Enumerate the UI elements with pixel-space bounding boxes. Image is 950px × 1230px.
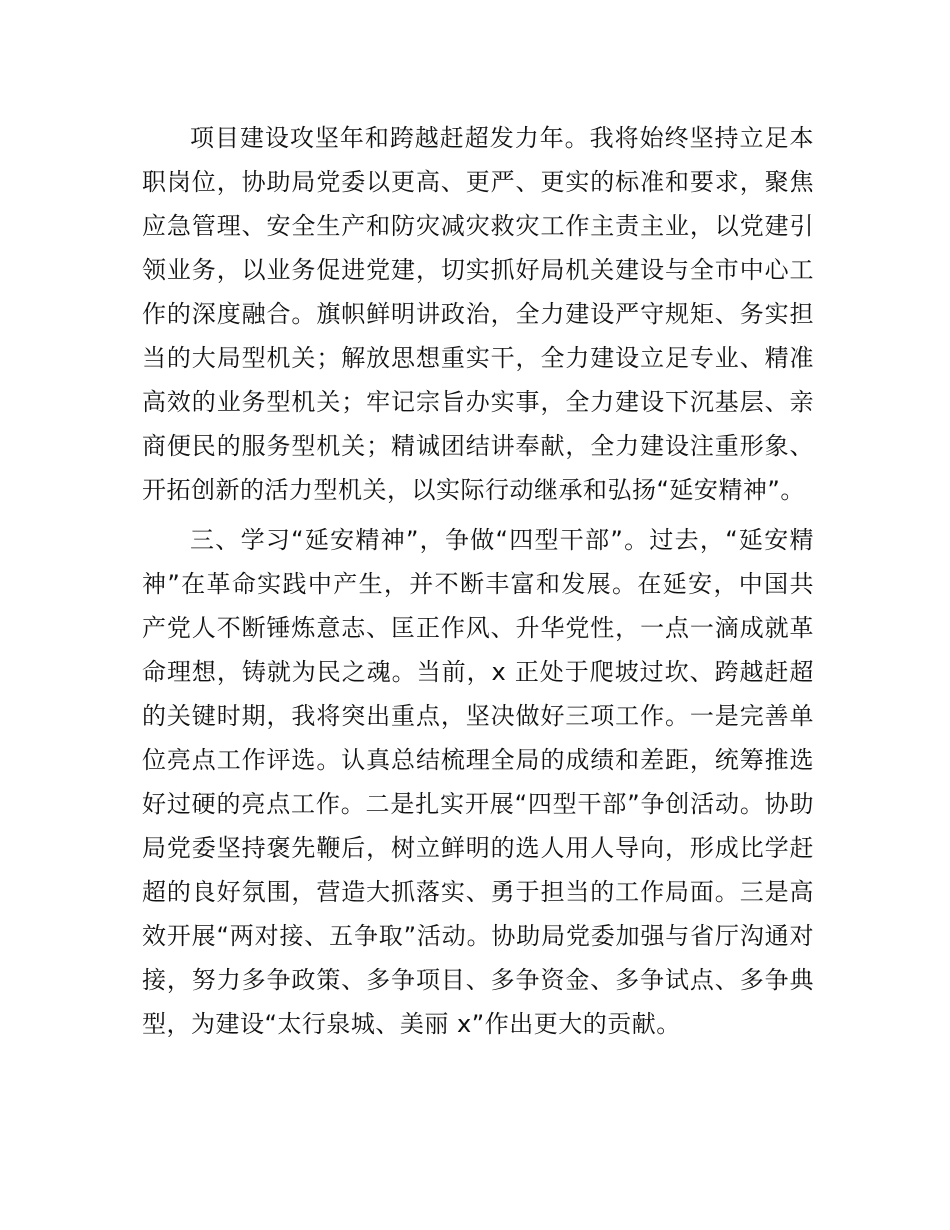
paragraph-1: 项目建设攻坚年和跨越赶超发力年。我将始终坚持立足本职岗位，协助局党委以更高、更严、更实的标准和要求，聚焦应急管理、安全生产和防灾减灾救灾工作主责主业，以党建引领业务，以业务促进党建，切实抓好局机关建设与全市中心工作的深度融合。旗帜鲜明讲政治，全力建设严守规矩、务实担当的大局型机关；解放思想重实干，全力建设立足专业、精准高效的业务型机关；牢记宗旨办实事，全力建设下沉基层、亲商便民的服务型机关；精诚团结讲奉献，全力建设注重形象、开拓创新的活力型机关，以实际行动继承和弘扬“延安精神”。	[142, 124, 814, 504]
paragraph-2: 三、学习“延安精神”，争做“四型干部”。过去，“延安精神”在革命实践中产生，并不断丰富和发展。在延安，中国共产党人不断锤炼意志、匡正作风、升华党性，一点一滴成就革命理想，铸就为民之魂。当前，x 正处于爬坡过坎、跨越赶超的关键时期，我将突出重点，坚决做好三项工作。一是完善单位亮点工作评选。认真总结梳理全局的成绩和差距，统筹推选好过硬的亮点工作。二是扎实开展“四型干部”争创活动。协助局党委坚持褒先鞭后，树立鲜明的选人用人导向，形成比学赶超的良好氛围，营造大抓落实、勇于担当的工作局面。三是高效开展“两对接、五争取”活动。协助局党委加强与省厅沟通对接，努力多争政策、多争项目、多争资金、多争试点、多争典型，为建设“太行泉城、美丽 x”作出更大的贡献。	[142, 526, 814, 1038]
paragraph-block-2	[142, 518, 814, 1046]
paragraph-block-1	[142, 116, 814, 512]
